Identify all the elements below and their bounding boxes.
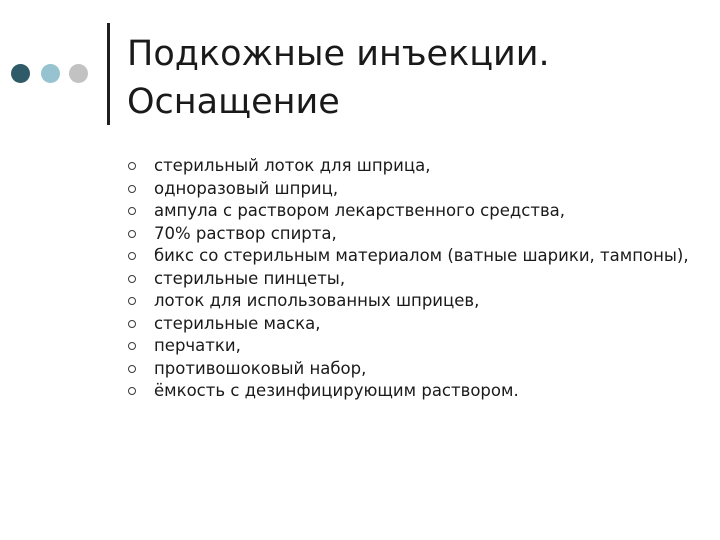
list-item-text: стерильные маска, xyxy=(154,313,321,333)
light-blue-dot-icon xyxy=(41,64,60,83)
list-item xyxy=(126,358,706,381)
list-item xyxy=(126,335,706,358)
slide-title-line-1: Подкожные инъекции. xyxy=(127,34,550,74)
list-item xyxy=(126,268,706,291)
bullet-icon xyxy=(128,320,136,328)
list-item-text: 70% раствор спирта, xyxy=(154,223,337,243)
bullet-icon xyxy=(128,297,136,305)
bullet-icon xyxy=(128,342,136,350)
list-item-text: противошоковый набор, xyxy=(154,358,367,378)
bullet-icon xyxy=(128,252,136,260)
list-item-text: бикс со стерильным материалом (ватные шарики, тампоны), xyxy=(154,246,689,265)
list-item xyxy=(126,245,706,268)
slide-title-line-2: Оснащение xyxy=(127,82,340,122)
list-item xyxy=(126,200,706,223)
bullet-icon xyxy=(128,207,136,215)
list-item-text: ампула с раствором лекарственного средства, xyxy=(154,201,566,220)
title-divider xyxy=(107,23,110,125)
list-item-text: лоток для использованных шприцев, xyxy=(154,291,480,310)
equipment-list xyxy=(126,155,706,403)
grey-dot-icon xyxy=(69,64,88,83)
list-item xyxy=(126,380,706,403)
list-item xyxy=(126,290,706,313)
bullet-icon xyxy=(128,387,136,395)
list-item-text: одноразовый шприц, xyxy=(154,178,339,198)
list-item-text: стерильный лоток для шприца, xyxy=(154,156,431,175)
bullet-icon xyxy=(128,162,136,170)
list-item xyxy=(126,313,706,336)
list-item xyxy=(126,178,706,201)
list-item-text: ёмкость с дезинфицирующим раствором. xyxy=(154,381,519,400)
bullet-icon xyxy=(128,185,136,193)
bullet-icon xyxy=(128,365,136,373)
slide-title xyxy=(127,30,550,126)
dark-dot-icon xyxy=(11,64,30,83)
list-item-text: перчатки, xyxy=(154,336,241,355)
bullet-icon xyxy=(128,230,136,238)
list-item-text: стерильные пинцеты, xyxy=(154,268,346,288)
bullet-icon xyxy=(128,275,136,283)
list-item xyxy=(126,223,706,246)
list-item xyxy=(126,155,706,178)
